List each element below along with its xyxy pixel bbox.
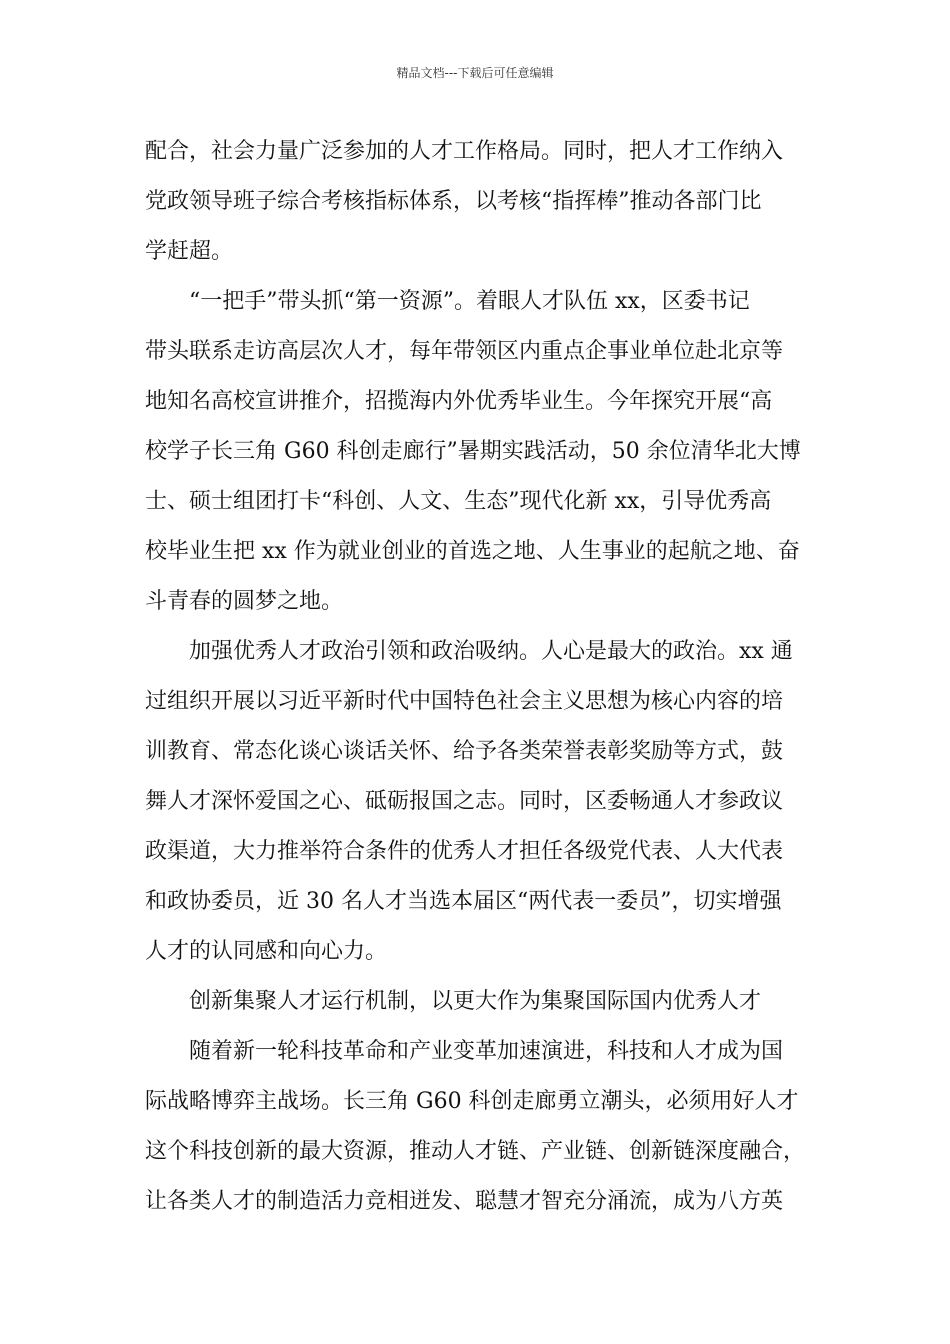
text-line: 际战略博弈主战场。长三角 G60 科创走廊勇立潮头，必须用好人才: [145, 1089, 799, 1114]
text-line: 配合，社会力量广泛参加的人才工作格局。同时，把人才工作纳入: [145, 139, 784, 164]
text-line: 人才的认同感和向心力。: [145, 939, 388, 964]
text-line: 政渠道，大力推举符合条件的优秀人才担任各级党代表、人大代表: [145, 839, 784, 864]
text-line: 这个科技创新的最大资源，推动人才链、产业链、创新链深度融合，: [145, 1139, 806, 1164]
text-line: 训教育、常态化谈心谈话关怀、给予各类荣誉表彰奖励等方式，鼓: [145, 739, 784, 764]
text-line: 舞人才深怀爱国之心、砥砺报国之志。同时，区委畅通人才参政议: [145, 789, 784, 814]
text-line: 斗青春的圆梦之地。: [145, 589, 344, 614]
text-line: 校学子长三角 G60 科创走廊行”暑期实践活动，50 余位清华北大博: [145, 439, 801, 464]
text-line: 和政协委员，近 30 名人才当选本届区“两代表一委员”，切实增强: [145, 889, 782, 914]
text-line: 士、硕士组团打卡“科创、人文、生态”现代化新 xx，引导优秀高: [145, 489, 772, 514]
text-line: 带头联系走访高层次人才，每年带领区内重点企事业单位赴北京等: [145, 339, 784, 364]
page-header: 精品文档---下载后可任意编辑: [396, 66, 554, 80]
text-line: 让各类人才的制造活力竞相迸发、聪慧才智充分涌流，成为八方英: [145, 1189, 784, 1214]
text-line: 地知名高校宣讲推介，招揽海内外优秀毕业生。今年探究开展“高: [145, 389, 773, 414]
text-line: 党政领导班子综合考核指标体系，以考核“指挥棒”推动各部门比: [145, 189, 762, 214]
paragraph-first-line: 加强优秀人才政治引领和政治吸纳。人心是最大的政治。xx 通: [189, 639, 793, 664]
text-line: 过组织开展以习近平新时代中国特色社会主义思想为核心内容的培: [145, 689, 784, 714]
paragraph-first-line: “一把手”带头抓“第一资源”。着眼人才队伍 xx，区委书记: [189, 289, 750, 314]
text-line: 校毕业生把 xx 作为就业创业的首选之地、人生事业的起航之地、奋: [145, 539, 800, 564]
paragraph-first-line: 随着新一轮科技革命和产业变革加速演进，科技和人才成为国: [189, 1039, 784, 1064]
section-heading: 创新集聚人才运行机制，以更大作为集聚国际国内优秀人才: [189, 989, 762, 1014]
text-line: 学赶超。: [145, 239, 234, 264]
